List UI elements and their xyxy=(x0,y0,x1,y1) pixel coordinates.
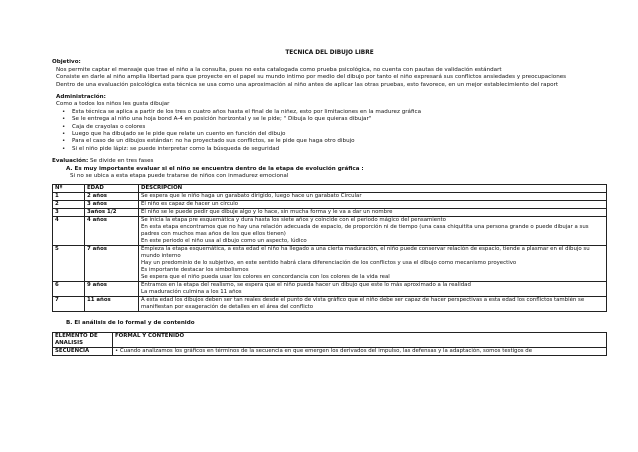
table-cell: SECUENCIA xyxy=(53,347,113,355)
row-number: 1 xyxy=(53,192,85,200)
administracion-label: Administración: xyxy=(56,94,106,101)
description-line: En esta etapa encontramos que no hay una relación adecuada de espacio, de proporción ni de tiempo (una casa chiquitita una persona grande o puede dibujar a sus padres con muchos mas años de los que ellos tienen) xyxy=(141,223,589,237)
description-line: A esta edad los dibujos deben ser tan reales desde el punto de vista gráfico que el niño debe ser capaz de hacer perspectivas a esta edad los conflictos también se manifiestan por exageración de detalles en el área del conflicto xyxy=(141,296,585,310)
header-cell: ELEMENTO DE ANALISIS xyxy=(53,332,113,347)
description-line: Empieza la etapa esquemática, a esta edad el niño ha llegado a una cierta maduración, el niño puede conservar relación de espacio, tiende a plasmar en el dibujo su mundo interno xyxy=(141,245,590,259)
table-cell: • Cuando analizamos los gráficos en términos de la secuencia en que emergen los derivados del impulso, las defensas y la adaptación, somos testigos de xyxy=(113,347,607,355)
list-item: • Para el caso de un dibujos estándar: no ha proyectado sus conflictos, se le pide que haga otro dibujo xyxy=(62,138,607,145)
header-cell: DESCRIPCION xyxy=(139,184,607,192)
table-body xyxy=(53,192,607,311)
description-line: En este periodo el niño usa al dibujo como un aspecto, lúdico xyxy=(141,237,307,244)
table-header-row xyxy=(53,184,607,192)
table-row xyxy=(53,281,607,296)
header-cell: Nº xyxy=(53,184,85,192)
analysis-table xyxy=(52,332,607,356)
section-a-heading: A. Es muy importante evaluar si el niño se encuentra dentro de la etapa de evolución gráfica : xyxy=(66,165,364,172)
row-number: 3 xyxy=(53,208,85,216)
table-row xyxy=(53,192,607,200)
age-stage-table xyxy=(52,184,607,312)
row-description xyxy=(139,296,607,311)
list-item: • Luego que ha dibujado se le pide que relate un cuento en función del dibujo xyxy=(62,131,607,138)
row-age: 4 años xyxy=(85,216,139,245)
description-line: Se espera que el niño pueda usar los colores en concordancia con los colores de la vida real xyxy=(141,273,390,280)
row-age: 9 años xyxy=(85,281,139,296)
objetivo-label: Objetivo: xyxy=(52,59,81,66)
administracion-intro: Como a todos los niños les gusta dibujar xyxy=(56,101,170,108)
table-row xyxy=(53,347,607,355)
row-number: 6 xyxy=(53,281,85,296)
table-row xyxy=(53,296,607,311)
description-line: Se espera que le niño haga un garabato dirigido, luego hace un garabato Circular xyxy=(141,192,362,199)
row-age: 11 años xyxy=(85,296,139,311)
evaluacion-line xyxy=(52,158,607,165)
list-item: • Esta técnica se aplica a partir de los tres o cuatro años hasta el final de la niñez, esto por limitaciones en la madurez gráfica xyxy=(62,109,607,116)
objetivo-line: Nos permite captar el mensaje que trae el niño a la consulta, pues no esta catalogada como prueba psicológica, no cuenta con pautas de validación estándart xyxy=(56,66,502,73)
row-description xyxy=(139,192,607,200)
description-line: Es importante destacar los simbolismos xyxy=(141,266,249,273)
section-b-heading: B. El análisis de lo formal y de contenido xyxy=(66,319,195,326)
row-number: 4 xyxy=(53,216,85,245)
list-item: • Caja de crayolas o colores xyxy=(62,124,607,131)
description-line: La maduración culmina a los 11 años xyxy=(141,288,242,295)
table-header-row xyxy=(53,332,607,347)
row-description xyxy=(139,216,607,245)
list-item: • Si el niño pide lápiz: se puede interpretar como la búsqueda de seguridad xyxy=(62,146,607,153)
header-cell: FORMAL Y CONTENIDO xyxy=(113,332,607,347)
row-age: 2 años xyxy=(85,192,139,200)
row-number: 7 xyxy=(53,296,85,311)
row-description xyxy=(139,245,607,281)
description-line: El niño se le puede pedir que dibuje algo y lo hace, sin mucha forma y le va a dar un nombre xyxy=(141,208,393,215)
row-description xyxy=(139,208,607,216)
row-age: 7 años xyxy=(85,245,139,281)
section-a-note: Si no se ubica a esta etapa puede tratarse de niños con inmadurez emocional xyxy=(70,173,289,180)
evaluacion-text: Se divide en tres fases xyxy=(88,158,154,165)
description-line: Entramos en la etapa del realismo, se espera que el niño pueda hacer un dibujo que este lo más aproximado a la realidad xyxy=(141,281,471,288)
evaluacion-label: Evaluación: xyxy=(52,158,89,165)
table-row xyxy=(53,208,607,216)
row-number: 2 xyxy=(53,200,85,208)
row-age: 3años 1/2 xyxy=(85,208,139,216)
description-line: Hay un predominio de lo subjetivo, en este sentido habrá clara diferenciación de los conflictos y usa el dibujo como mecanismo proyectivo xyxy=(141,259,517,266)
objetivo-line: Dentro de una evaluación psicológica esta técnica se usa como una aproximación al niño antes de aplicar las otras pruebas, esto favorece, en un mejor establecimiento del raport xyxy=(56,81,559,88)
row-number: 5 xyxy=(53,245,85,281)
table-row xyxy=(53,216,607,245)
row-description xyxy=(139,200,607,208)
description-line: El niño es capaz de hacer un círculo xyxy=(141,200,238,207)
objetivo-line: Consiste en darle al niño amplia libertad para que proyecte en el papel su mundo intimo por medio del dibujo por tanto el niño expresará sus conflictos ansiedades y preocupaciones xyxy=(56,74,567,81)
document-page xyxy=(52,50,607,356)
administracion-list xyxy=(52,109,607,153)
document-title: TECNICA DEL DIBUJO LIBRE xyxy=(285,50,374,56)
list-item: • Se le entrega al niño una hoja bond A-4 en posición horizontal y se le pide; " Dibuja lo que quieras dibujar" xyxy=(62,116,607,123)
table-row xyxy=(53,245,607,281)
table-row xyxy=(53,200,607,208)
header-cell: EDAD xyxy=(85,184,139,192)
row-age: 3 años xyxy=(85,200,139,208)
row-description xyxy=(139,281,607,296)
description-line: Se inicia la etapa pre esquemática y dura hasta los siete años y coincide con el periodo mágico del pensamiento xyxy=(141,216,446,223)
